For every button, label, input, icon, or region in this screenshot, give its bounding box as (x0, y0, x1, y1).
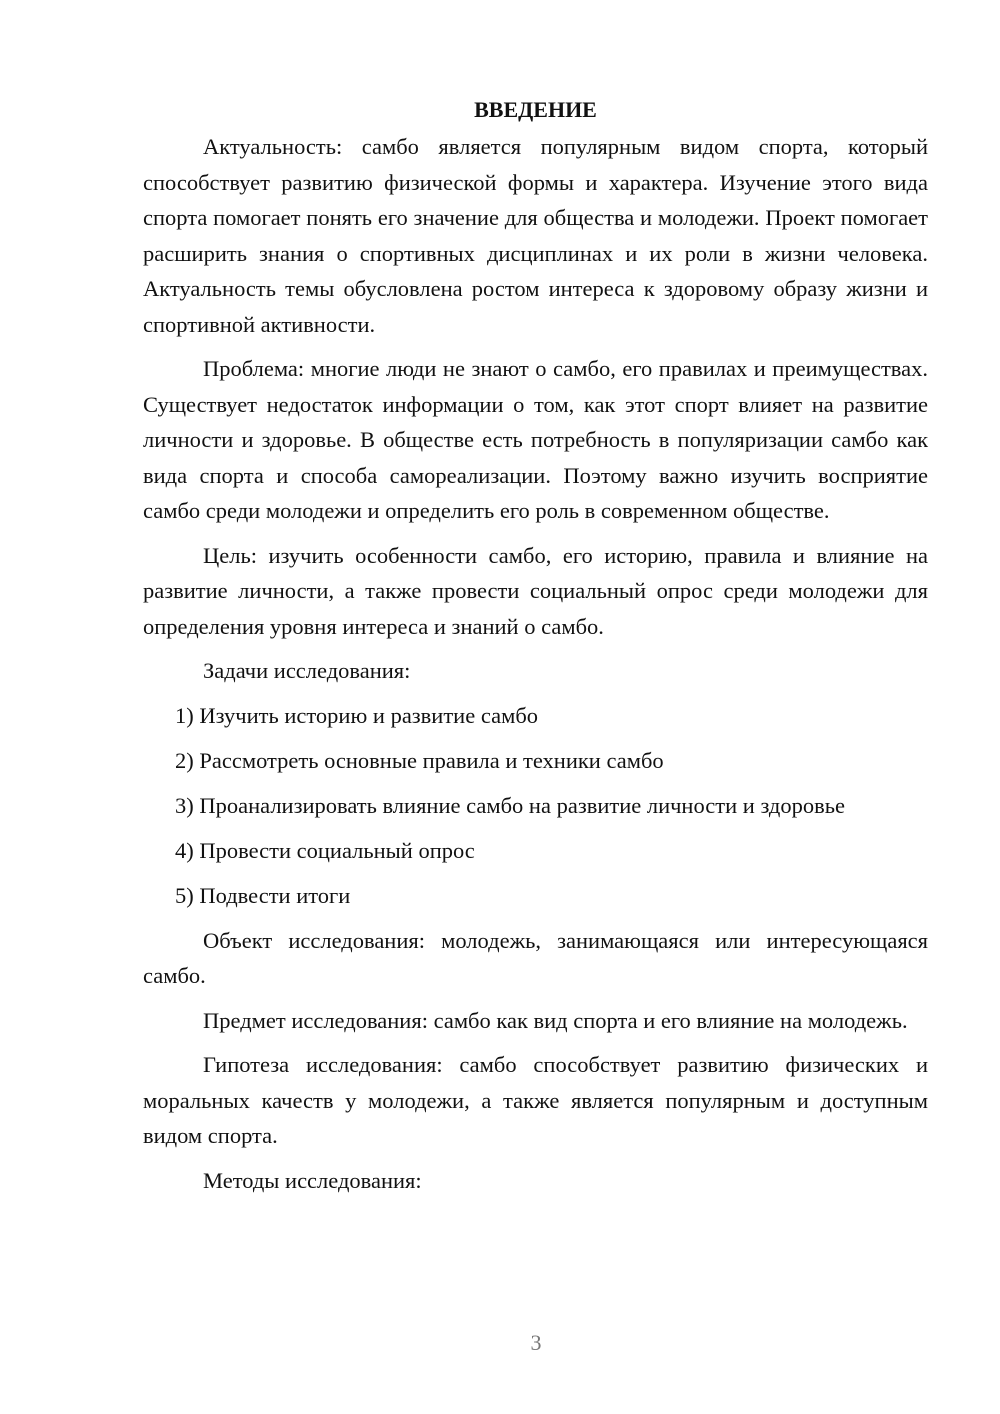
tasks-heading: Задачи исследования: (203, 658, 411, 683)
document-page (143, 93, 928, 1207)
list-item: 3) Проанализировать влияние самбо на развитие личности и здоровье (175, 792, 845, 818)
methods-heading: Методы исследования: (203, 1167, 422, 1193)
page-number: 3 (530, 1330, 542, 1355)
list-item: 2) Рассмотреть основные правила и техники самбо (175, 747, 664, 773)
list-item: 1) Изучить историю и развитие самбо (175, 702, 539, 728)
relevance-paragraph: Актуальность: самбо является популярным видом спорта, который способствует развитию физической формы и характера. Изучение этого вида спорта помогает понять его значение для общества и молодежи. Проект помогает расширить знания о спортивных дисциплинах и их роли в жизни человека. Актуальность темы обусловлена ростом интереса к здоровому образу жизни и спортивной активности. (143, 134, 928, 337)
object-paragraph: Объект исследования: молодежь, занимающаяся или интересующаяся самбо. (143, 927, 928, 988)
subject-paragraph: Предмет исследования: самбо как вид спорта и его влияние на молодежь. (203, 1007, 908, 1033)
problem-paragraph: Проблема: многие люди не знают о самбо, его правилах и преимуществах. Существует недостаток информации о том, как этот спорт влияет на развитие личности и здоровье. В обществе есть потребность в популяризации самбо как вида спорта и способа самореализации. Поэтому важно изучить восприятие самбо среди молодежи и определить его роль в современном обществе. (143, 356, 928, 523)
hypothesis-paragraph: Гипотеза исследования: самбо способствует развитию физических и моральных качеств у молодежи, а также является популярным и доступным видом спорта. (143, 1052, 928, 1148)
goal-paragraph: Цель: изучить особенности самбо, его историю, правила и влияние на развитие личности, а также провести социальный опрос среди молодежи для определения уровня интереса и знаний о самбо. (143, 542, 928, 639)
tasks-list (143, 698, 928, 914)
list-item: 5) Подвести итоги (175, 882, 351, 908)
section-title: ВВЕДЕНИЕ (474, 97, 597, 122)
list-item: 4) Провести социальный опрос (175, 837, 475, 863)
